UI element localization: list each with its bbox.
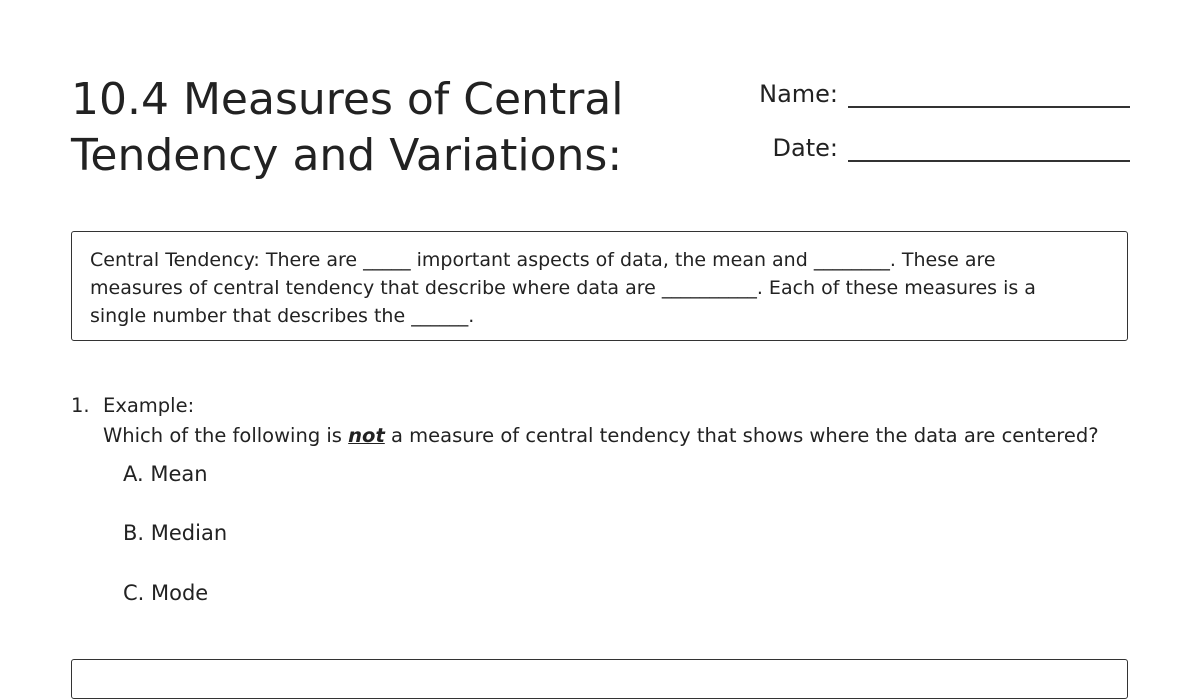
question-number: 1. [71,394,90,417]
title-line-1: 10.4 Measures of Central [71,74,624,125]
date-field [718,132,1130,162]
stem-before: Which of the following is [103,424,349,447]
answer-box [71,659,1128,699]
notes-line-3: single number that describes the ______. [90,305,475,327]
title-line-2: Tendency and Variations: [71,130,623,181]
date-blank-line[interactable] [848,132,1130,162]
name-label: Name: [759,80,838,108]
stem-emphasis: not [348,424,385,447]
stem-after: a measure of central tendency that shows where the data are centered? [384,424,1099,447]
notes-line-2: measures of central tendency that describe where data are __________. Each of these measures is a [90,277,1036,299]
central-tendency-notes-box [71,231,1128,341]
question-stem [103,421,1099,451]
name-field [718,78,1130,108]
date-label: Date: [772,134,838,162]
choice-a[interactable]: A. Mean [123,462,208,486]
choice-b[interactable]: B. Median [123,521,228,545]
choice-c[interactable]: C. Mode [123,581,209,605]
name-blank-line[interactable] [848,78,1130,108]
notes-line-1: Central Tendency: There are _____ important aspects of data, the mean and ________. These are [90,249,996,271]
question-heading: Example: [103,394,195,417]
worksheet-title [71,72,623,184]
